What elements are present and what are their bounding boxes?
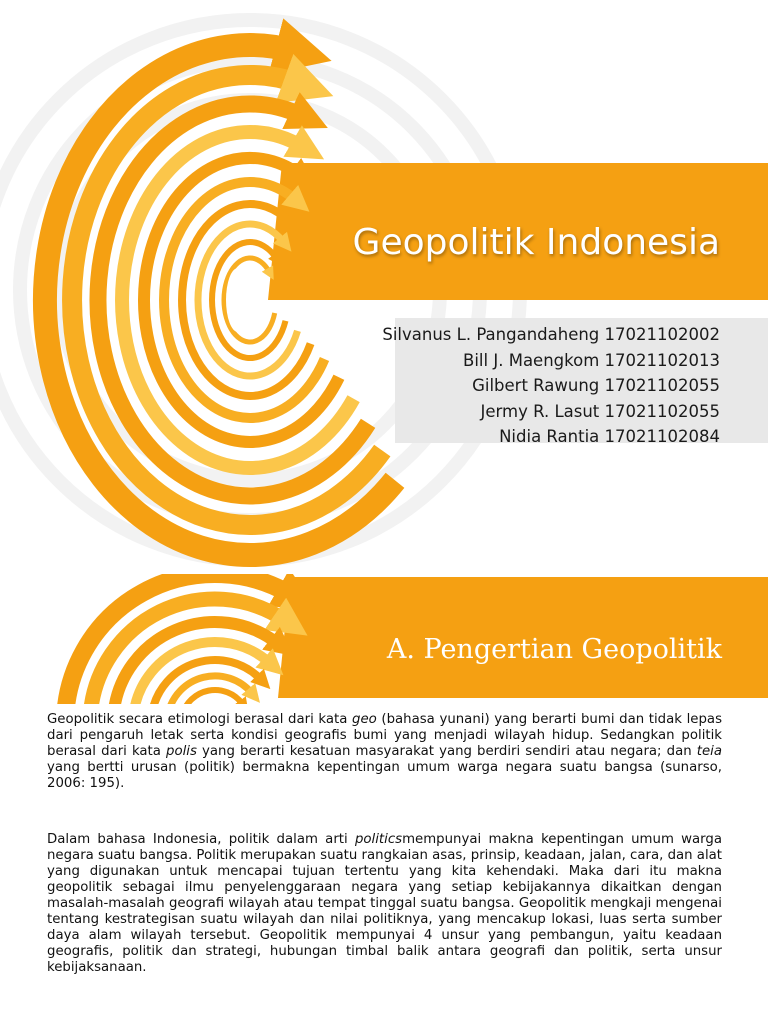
paragraph-etymology: [47, 712, 722, 792]
presentation-title: Geopolitik Indonesia: [352, 222, 720, 263]
paragraph-text: yang bertti urusan (politik) bermakna kepentingan umum warga negara suatu bangsa (sunarso, 2006: 195).: [47, 760, 722, 791]
author-line: Bill J. Maengkom 17021102013: [463, 350, 720, 370]
italic-term: polis: [166, 744, 197, 759]
paragraph-text: mempunyai makna kepentingan umum warga negara suatu bangsa. Politik merupakan suatu rangkaian asas, prinsip, keadaan, jalan, cara, dan alat yang digunakan untuk mencapai tujuan tertentu yang kita kehendaki. Maka dari itu makna geopolitik sebagai ilmu penyelenggaraan negara yang setiap kebijakannya dikaitkan dengan masalah-masalah geografi wilayah atau tempat tinggal suatu bangsa. Geopolitik mengkaji mengenai tentang kestrategisan suatu wilayah dan nilai politiknya, yang mencakup lokasi, luas serta sumber daya alam wilayah tersebut. Geopolitik mempunyai 4 unsur yang pembangun, yaitu keadaan geografis, politik dan strategi, hubungan timbal balik antara geografi dan politik, serta unsur kebijaksanaan.: [47, 832, 723, 975]
spiral-arrow: [182, 690, 243, 704]
author-line: Jermy R. Lasut 17021102055: [480, 401, 720, 421]
slide-title: A. Pengertian Geopolitik: [386, 634, 722, 665]
author-line: Silvanus L. Pangandaheng 17021102002: [382, 325, 720, 344]
author-line: Gilbert Rawung 17021102055: [472, 376, 720, 395]
paragraph-text: Geopolitik secara etimologi berasal dari kata: [47, 712, 352, 727]
paragraph-text: yang berarti kesatuan masyarakat yang berdiri sendiri atau negara; dan: [196, 744, 697, 759]
italic-term: geo: [352, 712, 377, 727]
author-list: [382, 322, 720, 450]
italic-term: politics: [354, 832, 403, 847]
italic-term: teia: [696, 744, 722, 759]
spiral-center: [226, 268, 250, 332]
header-spiral-arrows: [65, 574, 290, 704]
paragraph-text: (bahasa yunani) yang berarti bumi dan tidak lepas dari pengaruh letak serta kondisi geografis bumi yang menjadi wilayah hidup. Sedangkan politik berasal dari kata: [47, 712, 722, 759]
content-slide: [0, 574, 768, 1024]
paragraph-indonesian-meaning: [47, 832, 722, 976]
author-line: Nidia Rantia 17021102084: [499, 427, 720, 446]
paragraph-text: Dalam bahasa Indonesia, politik dalam arti: [47, 832, 355, 847]
